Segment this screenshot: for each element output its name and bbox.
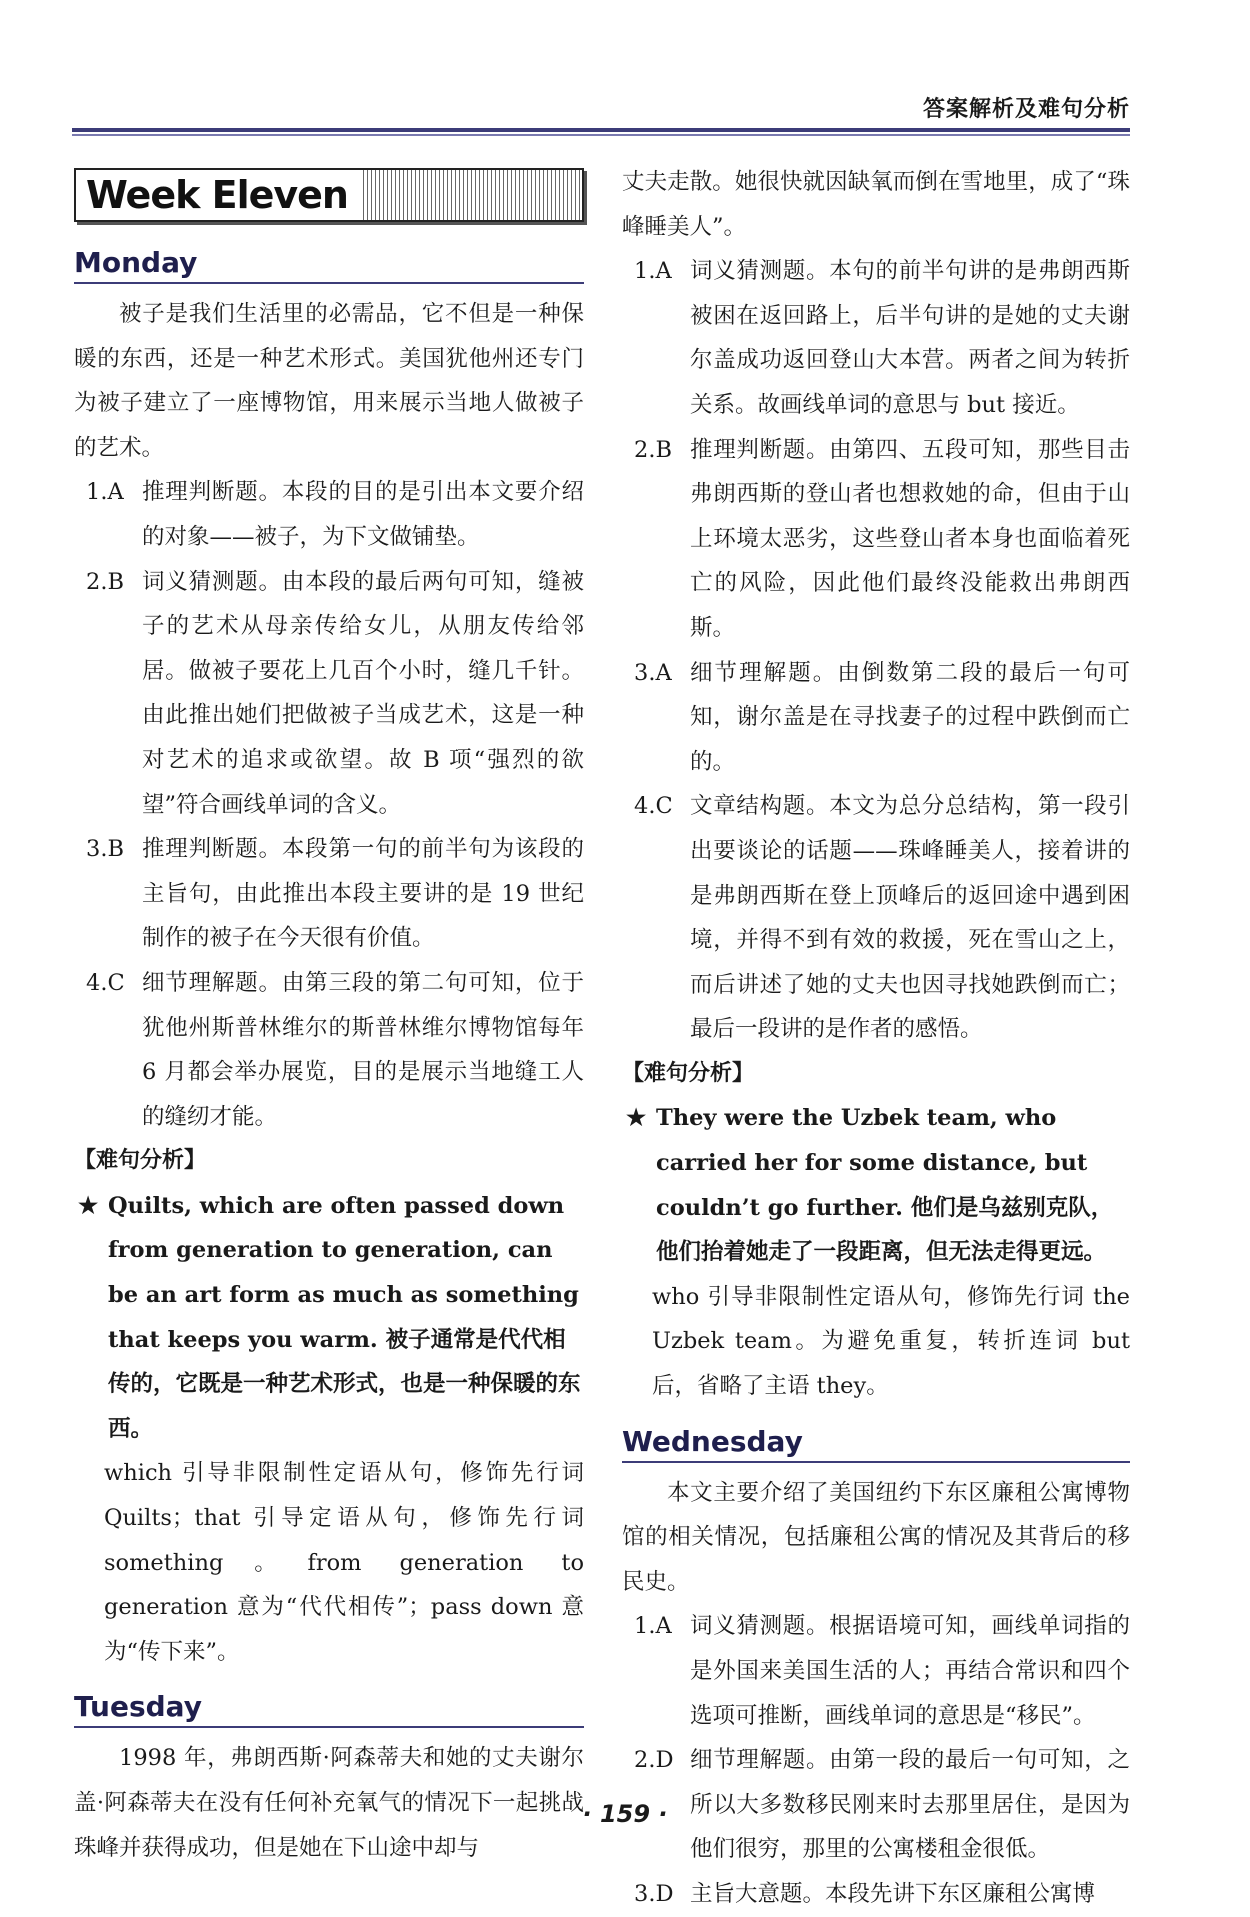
answer-text: 细节理解题。由第一段的最后一句可知，之所以大多数移民刚来时去那里居住，是因为他们很穷，那里的公寓楼租金很低。 (690, 1747, 1130, 1863)
difficult-sentence-heading: 【难句分析】 (74, 1148, 207, 1174)
answer-text: 主旨大意题。本段先讲下东区廉租公寓博 (690, 1880, 1096, 1907)
tuesday-intro: 1998 年，弗朗西斯·阿森蒂夫和她的丈夫谢尔盖·阿森蒂夫在没有任何补充氧气的情况下一起挑战珠峰并获得成功，但是她在下山途中却与 (74, 1745, 584, 1861)
answer-number: 1.A (86, 479, 124, 506)
week-title: Week Eleven (76, 170, 362, 220)
difficult-sentence (74, 1184, 584, 1452)
answer-number: 4.C (634, 793, 673, 820)
answer-item (74, 827, 584, 961)
answer-item (74, 961, 584, 1139)
answer-number: 3.B (86, 836, 125, 863)
answer-number: 2.D (634, 1747, 674, 1774)
answer-item (74, 560, 584, 828)
grammar-note: which 引导非限制性定语从句，修饰先行词 Quilts；that 引导定语从句，修饰先行词 something。from generation to generation 意为“代代相传”；pass down 意为“传下来”。 (104, 1460, 584, 1665)
answer-text: 推理判断题。本段的目的是引出本文要介绍的对象——被子，为下文做铺垫。 (142, 479, 584, 550)
answer-item (622, 651, 1130, 785)
answer-number: 4.C (86, 969, 125, 996)
difficult-sentence-text (656, 1096, 1130, 1274)
answer-text: 词义猜测题。由本段的最后两句可知，缝被子的艺术从母亲传给女儿，从朋友传给邻居。做被子要花上几百个小时，缝几千针。由此推出她们把做被子当成艺术，这是一种对艺术的追求或欲望。故 B 项“强烈的欲望”符合画线单词的含义。 (142, 568, 584, 818)
answer-item (622, 428, 1130, 651)
difficult-sentence-text (108, 1184, 584, 1452)
star-icon: ★ (78, 1192, 99, 1219)
day-heading-wednesday: Wednesday (622, 1423, 1130, 1463)
week-banner (74, 168, 584, 222)
wednesday-intro: 本文主要介绍了美国纽约下东区廉租公寓博物馆的相关情况，包括廉租公寓的情况及其背后的移民史。 (622, 1479, 1130, 1595)
monday-intro: 被子是我们生活里的必需品，它不但是一种保暖的东西，还是一种艺术形式。美国犹他州还专门为被子建立了一座博物馆，用来展示当地人做被子的艺术。 (74, 301, 584, 461)
answer-text: 推理判断题。由第四、五段可知，那些目击弗朗西斯的登山者也想救她的命，但由于山上环境太恶劣，这些登山者本身也面临着死亡的风险，因此他们最终没能救出弗朗西斯。 (690, 436, 1130, 641)
star-icon: ★ (626, 1105, 647, 1132)
sentence-chinese: 他们是乌兹别克队，他们抬着她走了一段距离，但无法走得更远。 (656, 1194, 1114, 1266)
page-number: · 159 · (582, 1800, 668, 1828)
day-heading-monday: Monday (74, 244, 584, 284)
answer-text: 文章结构题。本文为总分总结构，第一段引出要谈论的话题——珠峰睡美人，接着讲的是弗朗西斯在登上顶峰后的返回途中遇到困境，并得不到有效的救援，死在雪山之上，而后讲述了她的丈夫也因寻找她跌倒而亡；最后一段讲的是作者的感悟。 (690, 793, 1130, 1043)
running-header: 答案解析及难句分析 (922, 97, 1130, 122)
answer-text: 细节理解题。由第三段的第二句可知，位于犹他州斯普林维尔的斯普林维尔博物馆每年 6 月都会举办展览，目的是展示当地缝工人的缝纫才能。 (142, 969, 584, 1130)
grammar-note: who 引导非限制性定语从句，修饰先行词 the Uzbek team。为避免重复，转折连词 but 后，省略了主语 they。 (652, 1283, 1130, 1400)
difficult-sentence-heading: 【难句分析】 (622, 1060, 755, 1086)
answer-text: 词义猜测题。本句的前半句讲的是弗朗西斯被困在返回路上，后半句讲的是她的丈夫谢尔盖成功返回登山大本营。两者之间为转折关系。故画线单词的意思与 but 接近。 (690, 258, 1130, 418)
header-rule-thin (72, 134, 1130, 136)
sentence-chinese: 被子通常是代代相传的，它既是一种艺术形式，也是一种保暖的东西。 (108, 1326, 581, 1442)
tuesday-intro-continued: 丈夫走散。她很快就因缺氧而倒在雪地里，成了“珠峰睡美人”。 (622, 169, 1130, 240)
answer-item (622, 249, 1130, 427)
day-heading-tuesday: Tuesday (74, 1688, 584, 1728)
answer-number: 3.D (634, 1880, 674, 1907)
answer-number: 3.A (634, 659, 672, 686)
answer-text: 推理判断题。本段第一句的前半句为该段的主旨句，由此推出本段主要讲的是 19 世纪制作的被子在今天很有价值。 (142, 836, 584, 952)
header-rule (72, 128, 1130, 132)
answer-number: 2.B (634, 436, 673, 463)
answer-item (622, 784, 1130, 1052)
answer-number: 1.A (634, 258, 672, 285)
answer-item (74, 470, 584, 559)
answer-item (622, 1604, 1130, 1738)
answer-text: 细节理解题。由倒数第二段的最后一句可知，谢尔盖是在寻找妻子的过程中跌倒而亡的。 (690, 659, 1130, 775)
sentence-english: Quilts, which are often passed down from generation to generation, can be an art form as much as something that keeps you warm. (108, 1192, 579, 1353)
answer-item (622, 1872, 1130, 1917)
answer-number: 1.A (634, 1613, 672, 1640)
difficult-sentence (622, 1096, 1130, 1274)
sentence-english: They were the Uzbek team, who carried her for some distance, but couldn’t go further. (656, 1105, 1088, 1221)
left-column (74, 160, 584, 1870)
answer-number: 2.B (86, 568, 125, 595)
right-column (622, 160, 1130, 1917)
answer-text: 词义猜测题。根据语境可知，画线单词指的是外国来美国生活的人；再结合常识和四个选项可推断，画线单词的意思是“移民”。 (690, 1613, 1130, 1729)
